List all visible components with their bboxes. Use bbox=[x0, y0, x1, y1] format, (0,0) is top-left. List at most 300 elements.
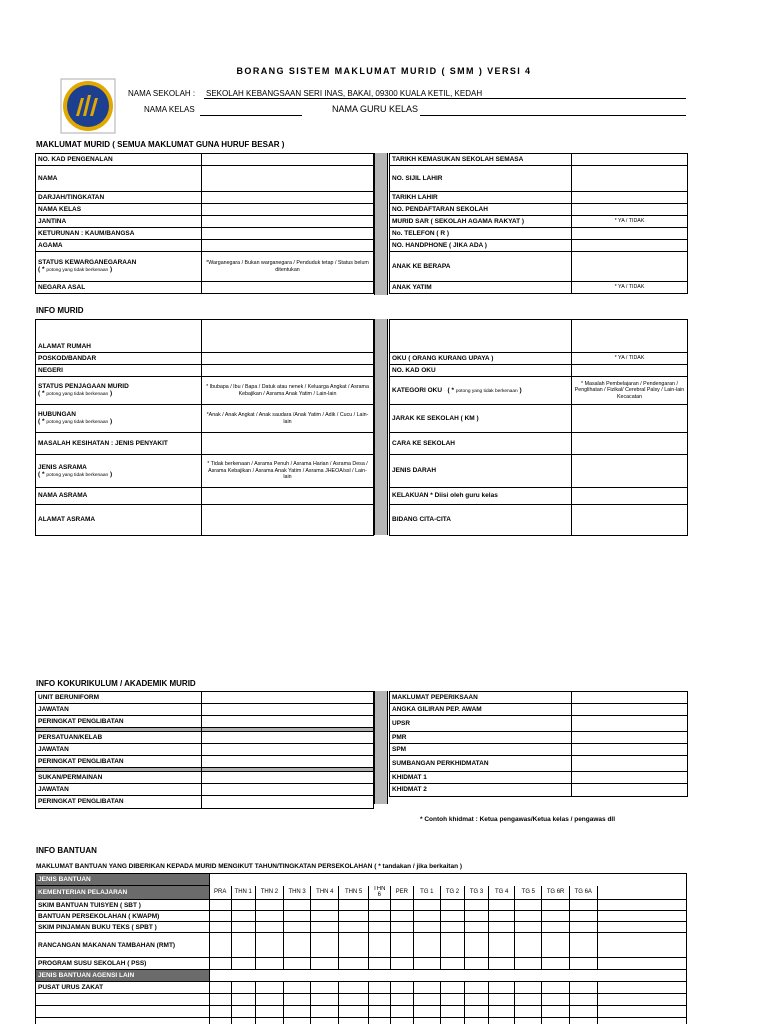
tick-cell[interactable] bbox=[311, 982, 339, 994]
nama-kelas-field[interactable] bbox=[200, 115, 302, 116]
field-input[interactable] bbox=[572, 756, 688, 772]
tick-cell[interactable] bbox=[440, 900, 464, 911]
field-label: ALAMAT ASRAMA bbox=[36, 505, 202, 536]
khidmat-note: * Contoh khidmat : Ketua pengawas/Ketua kelas / pengawas dll bbox=[420, 816, 616, 823]
field-input[interactable] bbox=[202, 320, 374, 353]
tick-cell[interactable] bbox=[515, 900, 542, 911]
tick-cell[interactable] bbox=[390, 958, 413, 970]
potong-prefix: ( * bbox=[38, 470, 45, 478]
tick-cell[interactable] bbox=[284, 1018, 311, 1024]
tick-cell[interactable] bbox=[311, 1006, 339, 1018]
info-murid-left-table bbox=[35, 319, 374, 536]
bantuan-row bbox=[36, 994, 687, 1006]
tick-cell[interactable] bbox=[569, 982, 597, 994]
field-label: NO. KAD OKU bbox=[390, 365, 572, 377]
tick-cell[interactable] bbox=[209, 933, 231, 958]
tick-cell[interactable] bbox=[255, 933, 283, 958]
tick-cell[interactable] bbox=[311, 1018, 339, 1024]
tick-cell[interactable] bbox=[413, 911, 440, 922]
field-label: MAKLUMAT PEPERIKSAAN bbox=[390, 692, 572, 704]
tick-cell[interactable] bbox=[390, 900, 413, 911]
tick-cell[interactable] bbox=[440, 958, 464, 970]
field-input[interactable] bbox=[202, 204, 374, 216]
col-header: THN 4 bbox=[311, 886, 339, 900]
tick-cell[interactable] bbox=[465, 958, 489, 970]
tick-cell[interactable] bbox=[311, 900, 339, 911]
field-label: OKU ( ORANG KURANG UPAYA ) bbox=[390, 353, 572, 365]
form-title: BORANG SISTEM MAKLUMAT MURID ( SMM ) VERSI 4 bbox=[236, 66, 532, 76]
field-input[interactable] bbox=[202, 216, 374, 228]
penjagaan-options[interactable]: * Ibubapa / Ibu / Bapa / Datuk atau nenek / Keluarga Angkat / Asrama Kebajikan / Asrama Anak Yatim / Lain-lain bbox=[202, 377, 374, 405]
tick-cell[interactable] bbox=[440, 994, 464, 1006]
field-label: ANAK KE BERAPA bbox=[390, 252, 572, 282]
field-label: POSKOD/BANDAR bbox=[36, 353, 202, 365]
tick-cell[interactable] bbox=[255, 922, 283, 933]
field-label: PERSATUAN/KELAB bbox=[36, 732, 202, 744]
tick-cell[interactable] bbox=[542, 958, 569, 970]
tick-cell[interactable] bbox=[515, 994, 542, 1006]
ya-tidak-option[interactable]: * YA / TIDAK bbox=[572, 282, 688, 294]
jenis-bantuan-header: JENIS BANTUAN bbox=[36, 874, 210, 886]
tick-cell[interactable] bbox=[465, 911, 489, 922]
field-input[interactable] bbox=[572, 455, 688, 488]
field-label: ANGKA GILIRAN PEP. AWAM bbox=[390, 704, 572, 716]
tick-cell[interactable] bbox=[231, 958, 255, 970]
field-input[interactable] bbox=[572, 166, 688, 192]
field-input[interactable] bbox=[202, 692, 374, 704]
tick-cell[interactable] bbox=[597, 994, 686, 1006]
tick-cell[interactable] bbox=[569, 994, 597, 1006]
tick-cell[interactable] bbox=[255, 994, 283, 1006]
tick-cell[interactable] bbox=[284, 900, 311, 911]
tick-cell[interactable] bbox=[413, 1006, 440, 1018]
bantuan-row bbox=[36, 911, 687, 922]
potong-prefix: ( * bbox=[38, 390, 45, 398]
tick-cell[interactable] bbox=[569, 1018, 597, 1024]
column-gap bbox=[374, 319, 388, 535]
tick-cell[interactable] bbox=[542, 1018, 569, 1024]
field-label-text: STATUS KEWARGANEGARAAN bbox=[38, 259, 137, 266]
field-input[interactable] bbox=[572, 320, 688, 353]
tick-cell[interactable] bbox=[542, 982, 569, 994]
potong-suffix: ) bbox=[110, 470, 113, 478]
col-header: TG 4 bbox=[489, 886, 515, 900]
tick-cell[interactable] bbox=[368, 1018, 390, 1024]
field-label: JAWATAN bbox=[36, 744, 202, 756]
field-label-text: HUBUNGAN bbox=[38, 411, 76, 418]
field-input[interactable] bbox=[202, 704, 374, 716]
tick-cell[interactable] bbox=[542, 922, 569, 933]
tick-cell[interactable] bbox=[368, 1006, 390, 1018]
field-label: NEGERI bbox=[36, 365, 202, 377]
hubungan-options[interactable]: *Anak / Anak Angkat / Anak saudara /Anak Yatim / Adik / Cucu / Lain-lain bbox=[202, 405, 374, 433]
tick-cell[interactable] bbox=[440, 982, 464, 994]
tick-cell[interactable] bbox=[597, 982, 686, 994]
maklumat-heading: MAKLUMAT MURID ( SEMUA MAKLUMAT GUNA HURUF BESAR ) bbox=[36, 140, 285, 149]
tick-cell[interactable] bbox=[597, 1018, 686, 1024]
tick-cell[interactable] bbox=[284, 994, 311, 1006]
potong-note: potong yang tidak berkenaan bbox=[46, 420, 109, 426]
field-label bbox=[36, 252, 202, 282]
tick-cell[interactable] bbox=[413, 994, 440, 1006]
field-label: PMR bbox=[390, 732, 572, 744]
bantuan-label: SKIM PINJAMAN BUKU TEKS ( SPBT ) bbox=[36, 922, 210, 933]
tick-cell[interactable] bbox=[465, 900, 489, 911]
field-label: BIDANG CITA-CITA bbox=[390, 505, 572, 536]
tick-cell[interactable] bbox=[209, 982, 231, 994]
field-label bbox=[390, 377, 572, 405]
field-label: SPM bbox=[390, 744, 572, 756]
tick-cell[interactable] bbox=[339, 911, 368, 922]
col-header: THN 1 bbox=[231, 886, 255, 900]
field-label: DARJAH/TINGKATAN bbox=[36, 192, 202, 204]
tick-cell[interactable] bbox=[465, 1018, 489, 1024]
tick-cell[interactable] bbox=[515, 933, 542, 958]
field-input[interactable] bbox=[572, 772, 688, 784]
bantuan-label[interactable] bbox=[36, 994, 210, 1006]
tick-cell[interactable] bbox=[368, 994, 390, 1006]
tick-cell[interactable] bbox=[489, 1018, 515, 1024]
tick-cell[interactable] bbox=[284, 922, 311, 933]
tick-cell[interactable] bbox=[209, 911, 231, 922]
bantuan-subheading: MAKLUMAT BANTUAN YANG DIBERIKAN KEPADA MURID MENGIKUT TAHUN/TINGKATAN PERSEKOLAHAN ( * tandakan / jika berkaitan ) bbox=[36, 863, 463, 870]
tick-cell[interactable] bbox=[390, 933, 413, 958]
bantuan-label: PUSAT URUS ZAKAT bbox=[36, 982, 210, 994]
col-header: TG 3 bbox=[465, 886, 489, 900]
tick-cell[interactable] bbox=[440, 922, 464, 933]
tick-cell[interactable] bbox=[569, 958, 597, 970]
bantuan-row bbox=[36, 958, 687, 970]
tick-cell[interactable] bbox=[542, 900, 569, 911]
tick-cell[interactable] bbox=[569, 1006, 597, 1018]
agensi-lain-header: JENIS BANTUAN AGENSI LAIN bbox=[36, 970, 210, 982]
tick-cell[interactable] bbox=[231, 933, 255, 958]
tick-cell[interactable] bbox=[465, 994, 489, 1006]
tick-cell[interactable] bbox=[413, 1018, 440, 1024]
col-header: THN 5 bbox=[339, 886, 368, 900]
field-input[interactable] bbox=[202, 282, 374, 294]
potong-prefix: ( * bbox=[447, 386, 454, 394]
field-label: NAMA KELAS bbox=[36, 204, 202, 216]
col-header: PER bbox=[390, 886, 413, 900]
column-gap bbox=[374, 153, 388, 295]
field-label: PERINGKAT PENGLIBATAN bbox=[36, 756, 202, 768]
field-input[interactable] bbox=[202, 166, 374, 192]
tick-cell[interactable] bbox=[231, 922, 255, 933]
kokurikulum-right-table bbox=[389, 691, 688, 797]
field-input[interactable] bbox=[202, 488, 374, 505]
field-label: MASALAH KESIHATAN : JENIS PENYAKIT bbox=[36, 433, 202, 455]
tick-cell[interactable] bbox=[368, 900, 390, 911]
tick-cell[interactable] bbox=[339, 922, 368, 933]
field-input[interactable] bbox=[202, 353, 374, 365]
potong-suffix: ) bbox=[110, 390, 113, 398]
field-input[interactable] bbox=[202, 228, 374, 240]
field-label-text: STATUS PENJAGAAN MURID bbox=[38, 383, 129, 390]
field-input[interactable] bbox=[572, 744, 688, 756]
field-input[interactable] bbox=[202, 744, 374, 756]
col-header: THN 6 bbox=[368, 886, 390, 900]
tick-cell[interactable] bbox=[368, 922, 390, 933]
bantuan-label: BANTUAN PERSEKOLAHAN ( KWAPM) bbox=[36, 911, 210, 922]
col-header: TG 6A bbox=[569, 886, 597, 900]
bantuan-row bbox=[36, 900, 687, 911]
tick-cell[interactable] bbox=[597, 911, 686, 922]
tick-cell[interactable] bbox=[489, 911, 515, 922]
tick-cell[interactable] bbox=[284, 911, 311, 922]
tick-cell[interactable] bbox=[489, 900, 515, 911]
field-label: KHIDMAT 2 bbox=[390, 784, 572, 797]
field-input[interactable] bbox=[202, 240, 374, 252]
tick-cell[interactable] bbox=[542, 933, 569, 958]
tick-cell[interactable] bbox=[255, 900, 283, 911]
tick-cell[interactable] bbox=[284, 1006, 311, 1018]
tick-cell[interactable] bbox=[413, 900, 440, 911]
nama-kelas-label: NAMA KELAS bbox=[144, 105, 195, 114]
field-input[interactable] bbox=[202, 756, 374, 768]
field-label: CARA KE SEKOLAH bbox=[390, 433, 572, 455]
tick-cell[interactable] bbox=[542, 1006, 569, 1018]
col-header: TG 5 bbox=[515, 886, 542, 900]
school-logo-icon bbox=[60, 78, 116, 134]
field-label: KETURUNAN : KAUM/BANGSA bbox=[36, 228, 202, 240]
bantuan-row bbox=[36, 982, 687, 994]
field-input[interactable] bbox=[572, 192, 688, 204]
tick-cell[interactable] bbox=[440, 933, 464, 958]
column-gap bbox=[374, 691, 388, 804]
tick-cell[interactable] bbox=[413, 933, 440, 958]
maklumat-left-table bbox=[35, 153, 374, 294]
field-input[interactable] bbox=[202, 433, 374, 455]
tick-cell[interactable] bbox=[255, 911, 283, 922]
tick-cell[interactable] bbox=[209, 994, 231, 1006]
tick-cell[interactable] bbox=[368, 911, 390, 922]
bantuan-label: SKIM BANTUAN TUISYEN ( SBT ) bbox=[36, 900, 210, 911]
field-input[interactable] bbox=[572, 365, 688, 377]
tick-cell[interactable] bbox=[465, 922, 489, 933]
field-input[interactable] bbox=[572, 228, 688, 240]
field-label: JANTINA bbox=[36, 216, 202, 228]
field-input[interactable] bbox=[572, 505, 688, 536]
tick-cell[interactable] bbox=[569, 933, 597, 958]
field-input[interactable] bbox=[202, 154, 374, 166]
tick-cell[interactable] bbox=[597, 922, 686, 933]
field-label: NO. HANDPHONE ( JIKA ADA ) bbox=[390, 240, 572, 252]
field-label: SUKAN/PERMAINAN bbox=[36, 772, 202, 784]
kewarganegaraan-options[interactable]: *Warganegara / Bukan warganegara / Penduduk tetap / Status belum ditentukan bbox=[202, 252, 374, 282]
tick-cell[interactable] bbox=[489, 1006, 515, 1018]
field-input[interactable] bbox=[572, 716, 688, 732]
tick-cell[interactable] bbox=[255, 1018, 283, 1024]
field-input[interactable] bbox=[572, 204, 688, 216]
tick-cell[interactable] bbox=[339, 1006, 368, 1018]
tick-cell[interactable] bbox=[339, 900, 368, 911]
tick-cell[interactable] bbox=[284, 933, 311, 958]
tick-cell[interactable] bbox=[390, 982, 413, 994]
tick-cell[interactable] bbox=[390, 994, 413, 1006]
field-input[interactable] bbox=[572, 732, 688, 744]
tick-cell[interactable] bbox=[440, 911, 464, 922]
tick-cell[interactable] bbox=[209, 958, 231, 970]
header-blank bbox=[209, 874, 686, 886]
field-input[interactable] bbox=[572, 405, 688, 433]
tick-cell[interactable] bbox=[231, 1018, 255, 1024]
field-input[interactable] bbox=[202, 365, 374, 377]
tick-cell[interactable] bbox=[569, 900, 597, 911]
tick-cell[interactable] bbox=[255, 958, 283, 970]
field-label: No. TELEFON ( R ) bbox=[390, 228, 572, 240]
col-header: PRA bbox=[209, 886, 231, 900]
potong-note: potong yang tidak berkenaan bbox=[46, 268, 109, 274]
nama-sekolah-value[interactable]: SEKOLAH KEBANGSAAN SERI INAS, BAKAI, 09300 KUALA KETIL, KEDAH bbox=[206, 89, 483, 98]
tick-cell[interactable] bbox=[311, 933, 339, 958]
tick-cell[interactable] bbox=[284, 982, 311, 994]
col-header: TG 1 bbox=[413, 886, 440, 900]
field-input[interactable] bbox=[202, 784, 374, 796]
field-input[interactable] bbox=[202, 192, 374, 204]
field-label: NO. PENDAFTARAN SEKOLAH bbox=[390, 204, 572, 216]
tick-cell[interactable] bbox=[339, 1018, 368, 1024]
bantuan-label[interactable] bbox=[36, 1006, 210, 1018]
tick-cell[interactable] bbox=[489, 922, 515, 933]
tick-cell[interactable] bbox=[339, 933, 368, 958]
tick-cell[interactable] bbox=[311, 958, 339, 970]
tick-cell[interactable] bbox=[413, 958, 440, 970]
field-input[interactable] bbox=[572, 252, 688, 282]
tick-cell[interactable] bbox=[413, 982, 440, 994]
tick-cell[interactable] bbox=[515, 982, 542, 994]
field-label: NEGARA ASAL bbox=[36, 282, 202, 294]
tick-cell[interactable] bbox=[368, 958, 390, 970]
tick-cell[interactable] bbox=[390, 922, 413, 933]
bantuan-row bbox=[36, 922, 687, 933]
field-input[interactable] bbox=[202, 796, 374, 809]
tick-cell[interactable] bbox=[231, 911, 255, 922]
tick-cell[interactable] bbox=[390, 1018, 413, 1024]
tick-cell[interactable] bbox=[515, 922, 542, 933]
tick-cell[interactable] bbox=[597, 1006, 686, 1018]
ya-tidak-option[interactable]: * YA / TIDAK bbox=[572, 353, 688, 365]
field-label: KHIDMAT 1 bbox=[390, 772, 572, 784]
tick-cell[interactable] bbox=[311, 922, 339, 933]
field-input[interactable] bbox=[572, 154, 688, 166]
field-label: NO. KAD PENGENALAN bbox=[36, 154, 202, 166]
field-input[interactable] bbox=[202, 716, 374, 728]
field-label: NAMA bbox=[36, 166, 202, 192]
tick-cell[interactable] bbox=[231, 900, 255, 911]
bantuan-label: PROGRAM SUSU SEKOLAH ( PSS) bbox=[36, 958, 210, 970]
field-input[interactable] bbox=[202, 505, 374, 536]
tick-cell[interactable] bbox=[390, 911, 413, 922]
tick-cell[interactable] bbox=[231, 1006, 255, 1018]
kategori-oku-options[interactable]: * Masalah Pembelajaran / Pendengaran / Penglihatan / Fizikal/ Cerebral Palsy / Lain-lain Kecacatan bbox=[572, 377, 688, 405]
field-label-text: KATEGORI OKU bbox=[392, 386, 443, 394]
field-input[interactable] bbox=[572, 488, 688, 505]
field-label bbox=[36, 405, 202, 433]
field-input[interactable] bbox=[572, 692, 688, 704]
tick-cell[interactable] bbox=[231, 994, 255, 1006]
potong-note: potong yang tidak berkenaan bbox=[46, 472, 109, 478]
tick-cell[interactable] bbox=[368, 933, 390, 958]
tick-cell[interactable] bbox=[284, 958, 311, 970]
tick-cell[interactable] bbox=[413, 922, 440, 933]
tick-cell[interactable] bbox=[515, 911, 542, 922]
field-label: SUMBANGAN PERKHIDMATAN bbox=[390, 756, 572, 772]
tick-cell[interactable] bbox=[465, 982, 489, 994]
tick-cell[interactable] bbox=[489, 958, 515, 970]
tick-cell[interactable] bbox=[209, 1006, 231, 1018]
tick-cell[interactable] bbox=[515, 1006, 542, 1018]
tick-cell[interactable] bbox=[569, 922, 597, 933]
field-input[interactable] bbox=[572, 784, 688, 797]
field-input[interactable] bbox=[202, 732, 374, 744]
kementerian-header: KEMENTERIAN PELAJARAN bbox=[36, 886, 210, 900]
tick-cell[interactable] bbox=[597, 933, 686, 958]
field-label-text: JENIS ASRAMA bbox=[38, 463, 87, 471]
tick-cell[interactable] bbox=[515, 1018, 542, 1024]
field-label: NAMA ASRAMA bbox=[36, 488, 202, 505]
field-label: KELAKUAN * Diisi oleh guru kelas bbox=[390, 488, 572, 505]
tick-cell[interactable] bbox=[209, 1018, 231, 1024]
potong-note: potong yang tidak berkenaan bbox=[46, 392, 109, 398]
field-label: JARAK KE SEKOLAH ( KM ) bbox=[390, 405, 572, 433]
tick-cell[interactable] bbox=[515, 958, 542, 970]
tick-cell[interactable] bbox=[440, 1006, 464, 1018]
tick-cell[interactable] bbox=[465, 933, 489, 958]
tick-cell[interactable] bbox=[209, 900, 231, 911]
field-label: JAWATAN bbox=[36, 784, 202, 796]
tick-cell[interactable] bbox=[339, 958, 368, 970]
potong-suffix: ) bbox=[519, 386, 522, 394]
bantuan-label: RANCANGAN MAKANAN TAMBAHAN (RMT) bbox=[36, 933, 210, 958]
tick-cell[interactable] bbox=[489, 933, 515, 958]
field-label: PERINGKAT PENGLIBATAN bbox=[36, 716, 202, 728]
tick-cell[interactable] bbox=[368, 982, 390, 994]
info-murid-heading: INFO MURID bbox=[36, 306, 84, 315]
tick-cell[interactable] bbox=[339, 982, 368, 994]
col-header: THN 3 bbox=[284, 886, 311, 900]
bantuan-heading: INFO BANTUAN bbox=[36, 846, 97, 855]
tick-cell[interactable] bbox=[311, 911, 339, 922]
tick-cell[interactable] bbox=[209, 922, 231, 933]
nama-guru-field[interactable] bbox=[420, 115, 686, 116]
tick-cell[interactable] bbox=[339, 994, 368, 1006]
tick-cell[interactable] bbox=[465, 1006, 489, 1018]
asrama-options[interactable]: * Tidak berkenaan / Asrama Penuh / Asrama Harian / Asrama Desa / Asrama Kebajikan / Asrama Anak Yatim / Asrama JHEOA/ssl / Lain-lain bbox=[202, 455, 374, 488]
tick-cell[interactable] bbox=[255, 1006, 283, 1018]
tick-cell[interactable] bbox=[489, 982, 515, 994]
field-input[interactable] bbox=[572, 704, 688, 716]
tick-cell[interactable] bbox=[542, 911, 569, 922]
field-input[interactable] bbox=[202, 772, 374, 784]
ya-tidak-option[interactable]: * YA / TIDAK bbox=[572, 216, 688, 228]
bantuan-table bbox=[35, 873, 687, 1024]
tick-cell[interactable] bbox=[489, 994, 515, 1006]
field-input[interactable] bbox=[572, 433, 688, 455]
tick-cell[interactable] bbox=[569, 911, 597, 922]
tick-cell[interactable] bbox=[440, 1018, 464, 1024]
field-input[interactable] bbox=[572, 240, 688, 252]
tick-cell[interactable] bbox=[231, 982, 255, 994]
tick-cell[interactable] bbox=[311, 994, 339, 1006]
tick-cell[interactable] bbox=[542, 994, 569, 1006]
tick-cell[interactable] bbox=[597, 958, 686, 970]
tick-cell[interactable] bbox=[255, 982, 283, 994]
field-label: TARIKH LAHIR bbox=[390, 192, 572, 204]
bantuan-label[interactable] bbox=[36, 1018, 210, 1024]
tick-cell[interactable] bbox=[597, 900, 686, 911]
tick-cell[interactable] bbox=[390, 1006, 413, 1018]
